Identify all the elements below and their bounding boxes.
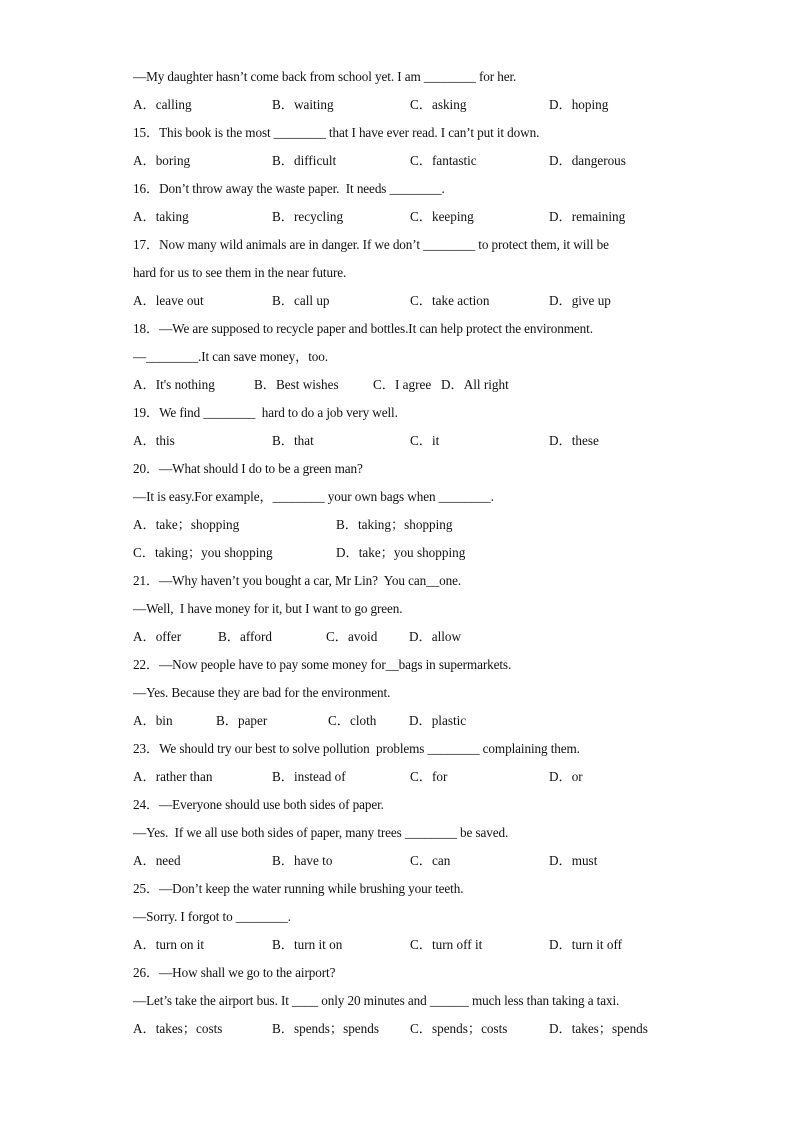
question-15-options	[133, 151, 693, 171]
option-d[interactable]: D．hoping	[549, 97, 609, 112]
question-18-response: —________.It can save money，too.	[133, 349, 328, 364]
option-b[interactable]: B．waiting	[272, 97, 334, 112]
question-19-stem: 19．We find ________ hard to do a job very well.	[133, 405, 398, 420]
option-c[interactable]: C．keeping	[410, 209, 474, 224]
option-b[interactable]: B．call up	[272, 293, 330, 308]
question-23-stem: 23．We should try our best to solve pollution problems ________ complaining them.	[133, 741, 580, 756]
question-26-options	[133, 1019, 693, 1039]
option-a[interactable]: A．boring	[133, 153, 191, 168]
option-c[interactable]: C．for	[410, 769, 448, 784]
option-c[interactable]: C．taking；you shopping	[133, 545, 273, 560]
option-a[interactable]: A．leave out	[133, 293, 204, 308]
option-b[interactable]: B．recycling	[272, 209, 344, 224]
question-17-options	[133, 291, 693, 311]
question-14-stem: —My daughter hasn’t come back from school yet. I am ________ for her.	[133, 69, 517, 84]
question-25-stem: 25．—Don’t keep the water running while brushing your teeth.	[133, 881, 464, 896]
question-24-options	[133, 851, 693, 871]
option-b[interactable]: B．instead of	[272, 769, 346, 784]
option-d[interactable]: D．plastic	[409, 713, 467, 728]
option-d[interactable]: D．dangerous	[549, 153, 626, 168]
question-25-options	[133, 935, 693, 955]
question-16-options	[133, 207, 693, 227]
option-d[interactable]: D．allow	[409, 629, 462, 644]
question-22-options	[133, 711, 693, 731]
option-d[interactable]: D．or	[549, 769, 583, 784]
option-a[interactable]: A．takes；costs	[133, 1021, 223, 1036]
option-a[interactable]: A．calling	[133, 97, 192, 112]
option-a[interactable]: A．need	[133, 853, 181, 868]
question-17-stem-cont: hard for us to see them in the near future.	[133, 265, 347, 280]
option-c[interactable]: C．I agree	[373, 377, 432, 392]
option-d[interactable]: D．must	[549, 853, 598, 868]
question-20-options-row2	[133, 543, 693, 563]
option-a[interactable]: A．take；shopping	[133, 517, 240, 532]
option-b[interactable]: B．difficult	[272, 153, 337, 168]
option-a[interactable]: A．bin	[133, 713, 173, 728]
question-23-options	[133, 767, 693, 787]
option-a[interactable]: A．this	[133, 433, 175, 448]
option-c[interactable]: C．fantastic	[410, 153, 477, 168]
question-17-stem: 17．Now many wild animals are in danger. If we don’t ________ to protect them, it will be	[133, 237, 609, 252]
option-c[interactable]: C．can	[410, 853, 451, 868]
option-c[interactable]: C．it	[410, 433, 440, 448]
question-25-response: —Sorry. I forgot to ________.	[133, 909, 291, 924]
option-b[interactable]: B．that	[272, 433, 314, 448]
question-20-stem: 20．—What should I do to be a green man?	[133, 461, 363, 476]
option-b[interactable]: B．turn it on	[272, 937, 343, 952]
option-d[interactable]: D．All right	[441, 377, 509, 392]
option-d[interactable]: D．remaining	[549, 209, 626, 224]
question-22-response: —Yes. Because they are bad for the environment.	[133, 685, 391, 700]
question-20-options-row1	[133, 515, 693, 535]
question-24-response: —Yes. If we all use both sides of paper, many trees ________ be saved.	[133, 825, 509, 840]
option-c[interactable]: C．turn off it	[410, 937, 483, 952]
question-24-stem: 24．—Everyone should use both sides of paper.	[133, 797, 384, 812]
option-d[interactable]: D．takes；spends	[549, 1021, 648, 1036]
option-c[interactable]: C．cloth	[328, 713, 377, 728]
question-21-stem: 21．—Why haven’t you bought a car, Mr Lin? You can__one.	[133, 573, 462, 588]
option-a[interactable]: A．offer	[133, 629, 182, 644]
question-20-response: —It is easy.For example，________ your own bags when ________.	[133, 489, 494, 504]
option-d[interactable]: D．these	[549, 433, 599, 448]
option-d[interactable]: D．turn it off	[549, 937, 623, 952]
question-16-stem: 16．Don’t throw away the waste paper. It needs ________.	[133, 181, 445, 196]
question-26-response: —Let’s take the airport bus. It ____ only 20 minutes and ______ much less than taking a taxi.	[133, 993, 620, 1008]
option-b[interactable]: B．have to	[272, 853, 333, 868]
option-a[interactable]: A．It's nothing	[133, 377, 215, 392]
option-d[interactable]: D．give up	[549, 293, 611, 308]
question-18-options	[133, 375, 693, 395]
question-15-stem: 15．This book is the most ________ that I have ever read. I can’t put it down.	[133, 125, 540, 140]
option-a[interactable]: A．turn on it	[133, 937, 205, 952]
option-c[interactable]: C．asking	[410, 97, 467, 112]
option-a[interactable]: A．taking	[133, 209, 189, 224]
question-18-stem: 18．—We are supposed to recycle paper and bottles.It can help protect the environment.	[133, 321, 593, 336]
option-c[interactable]: C．take action	[410, 293, 490, 308]
question-21-options	[133, 627, 693, 647]
option-b[interactable]: B．afford	[218, 629, 272, 644]
option-b[interactable]: B．spends；spends	[272, 1021, 379, 1036]
question-21-response: —Well, I have money for it, but I want to go green.	[133, 601, 403, 616]
question-26-stem: 26．—How shall we go to the airport?	[133, 965, 336, 980]
question-19-options	[133, 431, 693, 451]
question-22-stem: 22．—Now people have to pay some money for__bags in supermarkets.	[133, 657, 512, 672]
question-14-options	[133, 95, 693, 115]
option-a[interactable]: A．rather than	[133, 769, 213, 784]
option-b[interactable]: B．taking；shopping	[336, 517, 453, 532]
option-d[interactable]: D．take；you shopping	[336, 545, 466, 560]
option-b[interactable]: B．paper	[216, 713, 268, 728]
option-c[interactable]: C．spends；costs	[410, 1021, 508, 1036]
option-b[interactable]: B．Best wishes	[254, 377, 339, 392]
option-c[interactable]: C．avoid	[326, 629, 378, 644]
